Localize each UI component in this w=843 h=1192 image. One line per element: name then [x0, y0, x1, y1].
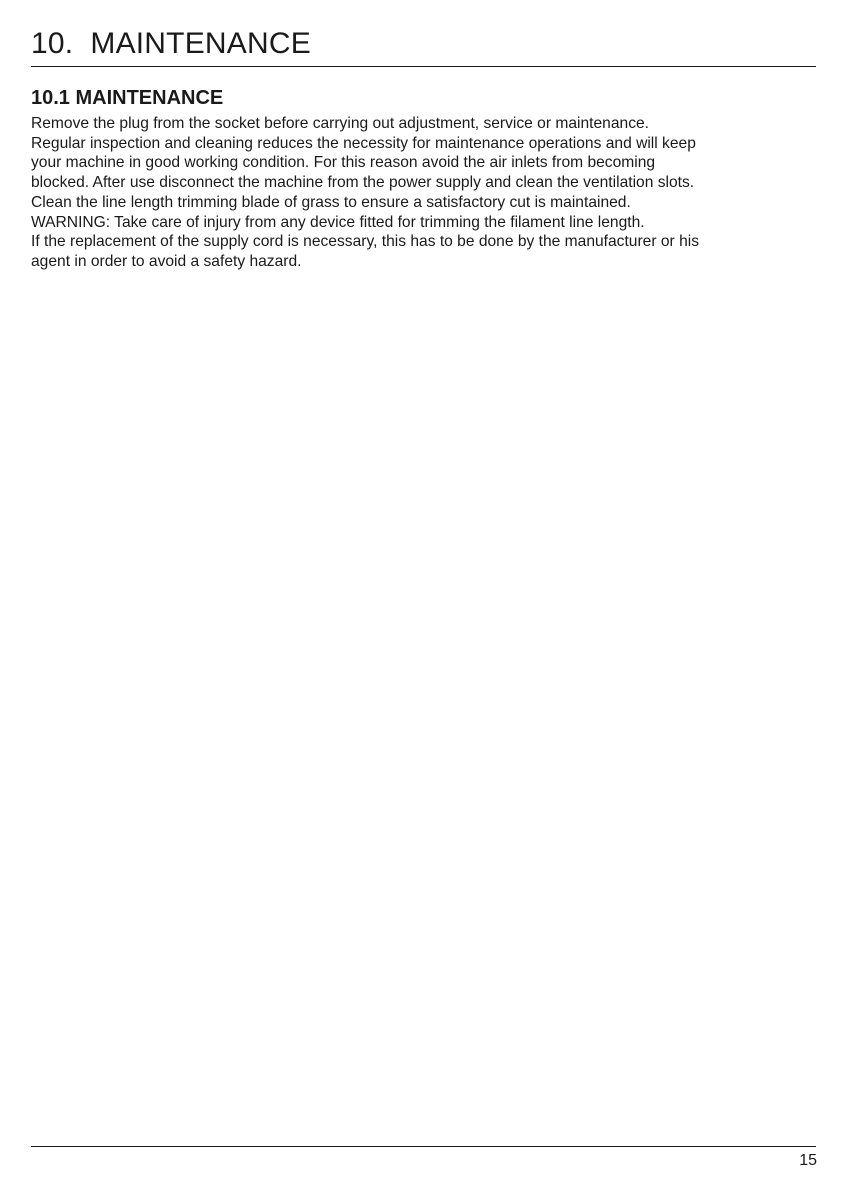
footer-divider: [31, 1146, 816, 1147]
page-number: 15: [799, 1152, 817, 1169]
body-line: If the replacement of the supply cord is necessary, this has to be done by the manufacturer or his: [31, 233, 700, 251]
body-line: blocked. After use disconnect the machine from the power supply and clean the ventilation slots.: [31, 174, 695, 192]
body-line: WARNING: Take care of injury from any device fitted for trimming the filament line length.: [31, 213, 645, 231]
body-line: Clean the line length trimming blade of grass to ensure a satisfactory cut is maintained.: [31, 193, 631, 211]
body-line: agent in order to avoid a safety hazard.: [31, 252, 302, 270]
body-line: Regular inspection and cleaning reduces the necessity for maintenance operations and will keep: [31, 134, 696, 152]
body-line: Remove the plug from the socket before carrying out adjustment, service or maintenance.: [31, 115, 649, 132]
body-line: your machine in good working condition. For this reason avoid the air inlets from becoming: [31, 154, 656, 172]
title-divider: [31, 66, 816, 67]
section-body: [31, 114, 821, 272]
section-heading: 10.1 MAINTENANCE: [31, 87, 224, 109]
page-title: 10. MAINTENANCE: [31, 27, 311, 60]
